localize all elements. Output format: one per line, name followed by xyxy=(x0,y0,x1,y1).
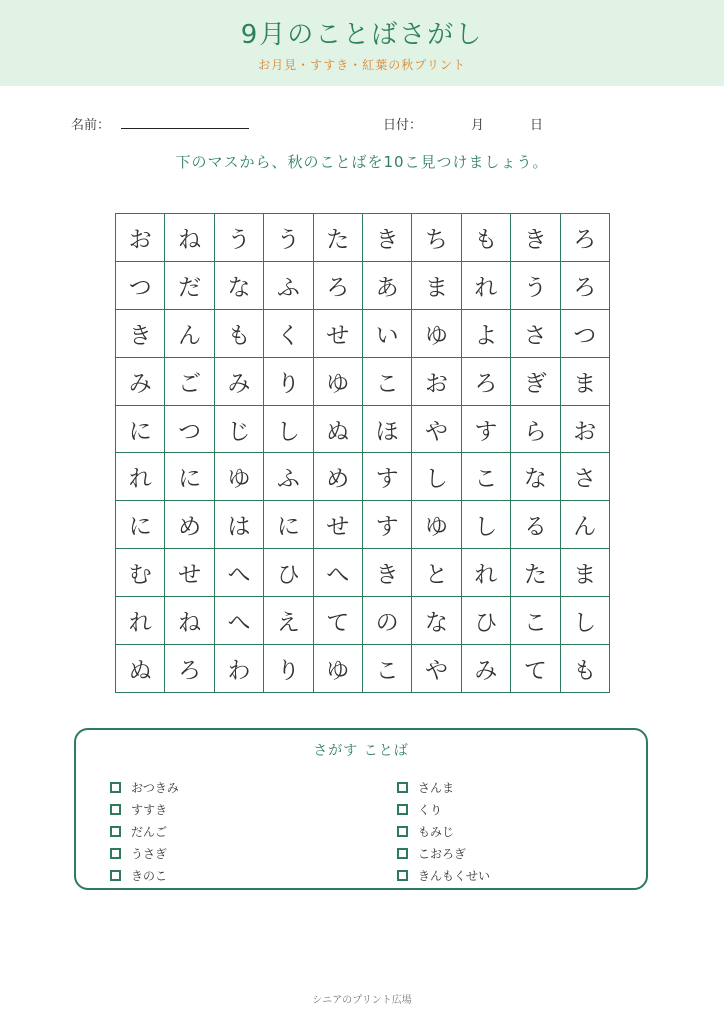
word-item xyxy=(110,776,179,798)
grid-cell[interactable]: る xyxy=(511,501,560,549)
grid-cell[interactable]: ね xyxy=(165,597,214,645)
month-label: 月 xyxy=(471,118,485,133)
word-label: こおろぎ xyxy=(418,846,467,861)
grid-cell[interactable]: き xyxy=(363,214,412,262)
grid-cell[interactable]: じ xyxy=(215,406,264,454)
grid-cell[interactable]: ゆ xyxy=(412,501,461,549)
grid-cell[interactable]: へ xyxy=(215,597,264,645)
grid-cell[interactable]: な xyxy=(215,262,264,310)
day-label: 日 xyxy=(530,118,544,133)
grid-cell[interactable]: れ xyxy=(462,262,511,310)
word-item xyxy=(110,820,179,842)
grid-cell[interactable]: つ xyxy=(561,310,610,358)
grid-cell[interactable]: し xyxy=(412,453,461,501)
grid-cell[interactable]: ふ xyxy=(264,453,313,501)
date-label: 日付： xyxy=(383,118,423,133)
grid-cell[interactable]: ま xyxy=(412,262,461,310)
word-search-grid xyxy=(115,213,610,693)
grid-cell[interactable]: の xyxy=(363,597,412,645)
grid-cell[interactable]: だ xyxy=(165,262,214,310)
grid-cell[interactable]: て xyxy=(314,597,363,645)
checkbox[interactable] xyxy=(397,848,408,859)
grid-cell[interactable]: ゆ xyxy=(215,453,264,501)
grid-cell[interactable]: し xyxy=(462,501,511,549)
grid-cell[interactable]: す xyxy=(363,501,412,549)
word-item xyxy=(397,864,490,886)
grid-cell[interactable]: れ xyxy=(116,453,165,501)
grid-cell[interactable]: ん xyxy=(165,310,214,358)
grid-cell[interactable]: こ xyxy=(363,645,412,693)
checkbox[interactable] xyxy=(110,782,121,793)
grid-cell[interactable]: て xyxy=(511,645,560,693)
grid-cell[interactable]: し xyxy=(561,597,610,645)
grid-cell[interactable]: や xyxy=(412,645,461,693)
grid-cell[interactable]: つ xyxy=(165,406,214,454)
grid-cell[interactable]: い xyxy=(363,310,412,358)
word-label: もみじ xyxy=(418,824,455,839)
checkbox[interactable] xyxy=(110,826,121,837)
grid-cell[interactable]: ぎ xyxy=(511,358,560,406)
word-label: すすき xyxy=(131,802,168,817)
grid-cell[interactable]: さ xyxy=(561,453,610,501)
grid-cell[interactable]: う xyxy=(215,214,264,262)
grid-cell[interactable]: つ xyxy=(116,262,165,310)
grid-cell[interactable]: に xyxy=(165,453,214,501)
grid-cell[interactable]: さ xyxy=(511,310,560,358)
grid-cell[interactable]: せ xyxy=(165,549,214,597)
grid-cell[interactable]: な xyxy=(511,453,560,501)
checkbox[interactable] xyxy=(397,826,408,837)
grid-cell[interactable]: わ xyxy=(215,645,264,693)
name-field xyxy=(71,114,110,133)
grid-cell[interactable]: む xyxy=(116,549,165,597)
grid-cell[interactable]: み xyxy=(462,645,511,693)
footer-credit: シニアのプリント広場 xyxy=(312,995,412,1006)
word-label: だんご xyxy=(131,824,168,839)
grid-cell[interactable]: も xyxy=(462,214,511,262)
grid-cell[interactable]: こ xyxy=(363,358,412,406)
grid-cell[interactable]: う xyxy=(511,262,560,310)
grid-cell[interactable]: ひ xyxy=(462,597,511,645)
grid-cell[interactable]: ぬ xyxy=(314,406,363,454)
grid-cell[interactable]: し xyxy=(264,406,313,454)
grid-cell[interactable]: せ xyxy=(314,501,363,549)
page-title: 9月のことばさがし xyxy=(240,20,484,50)
grid-cell[interactable]: に xyxy=(264,501,313,549)
grid-cell[interactable]: も xyxy=(561,645,610,693)
grid-cell[interactable]: ん xyxy=(561,501,610,549)
checkbox[interactable] xyxy=(110,870,121,881)
checkbox[interactable] xyxy=(397,782,408,793)
grid-cell[interactable]: ろ xyxy=(314,262,363,310)
grid-cell[interactable]: ほ xyxy=(363,406,412,454)
word-label: おつきみ xyxy=(131,780,179,795)
grid-cell[interactable]: と xyxy=(412,549,461,597)
grid-cell[interactable]: お xyxy=(412,358,461,406)
grid-cell[interactable]: ろ xyxy=(165,645,214,693)
word-label: きんもくせい xyxy=(418,868,491,883)
grid-cell[interactable]: み xyxy=(116,358,165,406)
grid-cell[interactable]: す xyxy=(462,406,511,454)
grid-cell[interactable]: ち xyxy=(412,214,461,262)
grid-cell[interactable]: お xyxy=(561,406,610,454)
grid-cell[interactable]: せ xyxy=(314,310,363,358)
grid-cell[interactable]: ゆ xyxy=(412,310,461,358)
checkbox[interactable] xyxy=(110,804,121,815)
grid-cell[interactable]: へ xyxy=(215,549,264,597)
grid-cell[interactable]: ま xyxy=(561,358,610,406)
word-item xyxy=(397,798,490,820)
grid-cell[interactable]: よ xyxy=(462,310,511,358)
grid-cell[interactable]: え xyxy=(264,597,313,645)
grid-cell[interactable]: ご xyxy=(165,358,214,406)
grid-cell[interactable]: き xyxy=(363,549,412,597)
grid-cell[interactable]: へ xyxy=(314,549,363,597)
grid-cell[interactable]: ゆ xyxy=(314,358,363,406)
word-list-title: さがす ことば xyxy=(313,743,409,759)
grid-cell[interactable]: き xyxy=(511,214,560,262)
word-item xyxy=(397,820,490,842)
grid-cell[interactable]: く xyxy=(264,310,313,358)
grid-cell[interactable]: た xyxy=(511,549,560,597)
word-list-box xyxy=(74,728,648,890)
word-item xyxy=(110,842,179,864)
grid-cell[interactable]: ろ xyxy=(462,358,511,406)
grid-cell[interactable]: ひ xyxy=(264,549,313,597)
grid-cell[interactable]: に xyxy=(116,406,165,454)
word-list-right xyxy=(397,776,490,886)
name-write-line[interactable] xyxy=(121,114,249,129)
word-item xyxy=(110,798,179,820)
checkbox[interactable] xyxy=(397,804,408,815)
word-label: くり xyxy=(418,802,443,817)
grid-cell[interactable]: な xyxy=(412,597,461,645)
grid-cell[interactable]: き xyxy=(116,310,165,358)
grid-cell[interactable]: ね xyxy=(165,214,214,262)
grid-cell[interactable]: は xyxy=(215,501,264,549)
grid-cell[interactable]: ろ xyxy=(561,214,610,262)
grid-cell[interactable]: ま xyxy=(561,549,610,597)
grid-cell[interactable]: れ xyxy=(116,597,165,645)
grid-cell[interactable]: め xyxy=(314,453,363,501)
word-label: さんま xyxy=(418,780,455,795)
grid-cell[interactable]: み xyxy=(215,358,264,406)
grid-cell[interactable]: ぬ xyxy=(116,645,165,693)
word-item xyxy=(397,842,490,864)
grid-cell[interactable]: う xyxy=(264,214,313,262)
word-label: うさぎ xyxy=(131,846,168,861)
grid-cell[interactable]: あ xyxy=(363,262,412,310)
instruction-text: 下のマスから、秋のことばを10こ見つけましょう。 xyxy=(175,153,549,171)
grid-cell[interactable]: こ xyxy=(511,597,560,645)
grid-cell[interactable]: こ xyxy=(462,453,511,501)
grid-cell[interactable]: も xyxy=(215,310,264,358)
grid-cell[interactable]: ゆ xyxy=(314,645,363,693)
grid-cell[interactable]: お xyxy=(116,214,165,262)
word-label: きのこ xyxy=(131,868,168,883)
grid-cell[interactable]: に xyxy=(116,501,165,549)
grid-cell[interactable]: り xyxy=(264,645,313,693)
grid-cell[interactable]: り xyxy=(264,358,313,406)
grid-cell[interactable]: す xyxy=(363,453,412,501)
header-banner xyxy=(0,0,724,86)
word-item xyxy=(397,776,490,798)
grid-cell[interactable]: ら xyxy=(511,406,560,454)
word-item xyxy=(110,864,179,886)
grid-cell[interactable]: め xyxy=(165,501,214,549)
grid-cell[interactable]: ふ xyxy=(264,262,313,310)
name-label: 名前： xyxy=(71,118,111,133)
page-subtitle: お月見・すすき・紅葉の秋プリント xyxy=(258,58,466,72)
word-list-left xyxy=(110,776,179,886)
grid-cell[interactable]: れ xyxy=(462,549,511,597)
grid-cell[interactable]: た xyxy=(314,214,363,262)
checkbox[interactable] xyxy=(110,848,121,859)
grid-cell[interactable]: や xyxy=(412,406,461,454)
checkbox[interactable] xyxy=(397,870,408,881)
grid-cell[interactable]: ろ xyxy=(561,262,610,310)
